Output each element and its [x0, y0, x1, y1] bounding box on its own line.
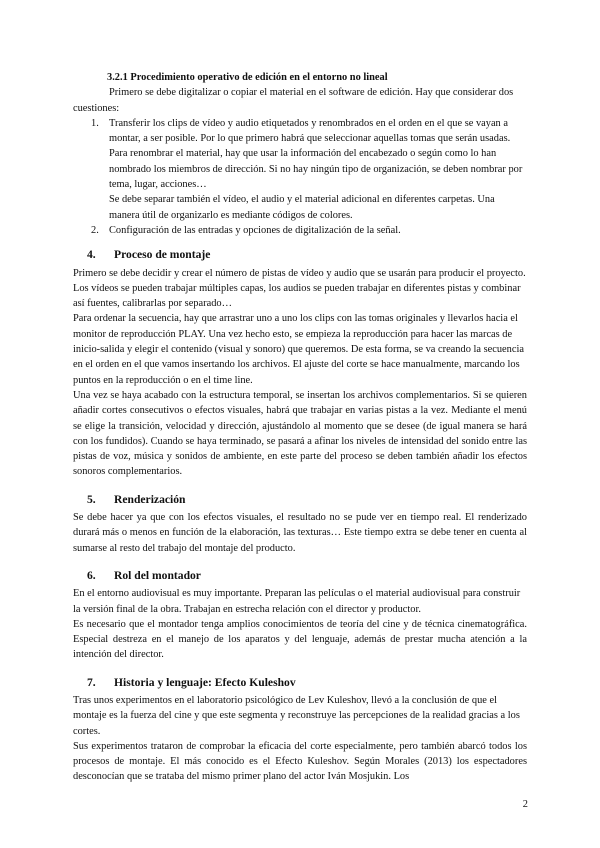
list-item-text: Transferir los clips de vídeo y audio etiquetados y renombrados en el orden en el que se vayan a montar, a ser posible. Por lo que primero habrá que seleccionar aquellas tomas que serán usadas. Para renombrar el material, hay que usar la información del encabezado o según como lo han nombrado los miembros de dirección. Si no hay ningún tipo de organización, se deben nombrar por tema, lugar, acciones… — [109, 117, 523, 191]
paragraph: Primero se debe decidir y crear el número de pistas de vídeo y audio que se usarán para producir el proyecto. Los vídeos se pueden trabajar múltiples capas, los audios se pueden trabajar en diferentes pistas y combinar así fuentes, calibrarlas por separado… — [73, 267, 526, 310]
section-title: Rol del montador — [114, 568, 201, 582]
paragraph: Sus experimentos trataron de comprobar la eficacia del corte especialmente, pero también abarcó todos los procesos de montaje. El más conocido es el Efecto Kuleshov. Según Morales (2013) los espectadores desconocían que se trataba del mismo primer plano del actor Iván Mosjukin. Los — [73, 740, 527, 783]
paragraph: Tras unos experimentos en el laboratorio psicológico de Lev Kuleshov, llevó a la conclusión de que el montaje es la fuerza del cine y que este segmenta y reconstruye las percepciones de la realidad gracias a los cortes. — [73, 694, 520, 737]
section-heading-efecto-kuleshov — [73, 675, 527, 690]
subsection-title: 3.2.1 Procedimiento operativo de edición en el entorno no lineal — [107, 72, 388, 83]
list-item-number: 2. — [91, 224, 99, 236]
section-number: 4. — [87, 248, 96, 262]
numbered-list — [73, 116, 527, 238]
section-number: 7. — [87, 675, 96, 689]
page-number: 2 — [522, 799, 528, 810]
paragraph: Para ordenar la secuencia, hay que arrastrar uno a uno los clips con las tomas originales y llevarlos hacia el monitor de reproducción PLAY. Una vez hecho esto, se empieza la reproducción para hacer las marcas de inicio-salida y elegir el contenido (visual y sonoro) que queremos. De esta forma, se va creando la secuencia en el orden en el que vamos insertando los archivos. El ajuste del corte se hace manualmente, marcando los puntos en la reproducción o en el time line. — [73, 313, 524, 386]
paragraph: Una vez se haya acabado con la estructura temporal, se insertan los archivos complementarios. Si se quieren añadir cortes consecutivos o efectos visuales, habrá que trabajar en varias pistas a la vez. Mediante el menú se elige la transición, velocidad y dirección, ajustándolo al momento que se desee (de igual manera se hará con los fundidos). Cuando se haya terminado, se pasará a afinar los niveles de intensidad del sonido entre las pistas de voz, música y sonidos de ambiente, en este parte del proceso se deben también añadir los efectos sonoros complementarios. — [73, 389, 527, 478]
paragraph: Se debe hacer ya que con los efectos visuales, el resultado no se pude ver en tiempo real. El renderizado durará más o menos en función de la elaboración, las texturas… Este tiempo extra se debe tener en cuenta al sumarse al resto del trabajo del montaje del producto. — [73, 512, 527, 554]
section-title: Proceso de montaje — [114, 248, 211, 262]
list-item-number: 1. — [91, 117, 99, 129]
section-title: Historia y lenguaje: Efecto Kuleshov — [114, 675, 296, 689]
section-number: 5. — [87, 492, 96, 506]
list-item-text: Configuración de las entradas y opciones de digitalización de la señal. — [109, 224, 401, 236]
section-heading-proceso-de-montaje — [73, 247, 527, 262]
document-page — [73, 70, 527, 785]
subsection-intro: Primero se debe digitalizar o copiar el material en el software de edición. Hay que considerar dos cuestiones: — [73, 87, 514, 114]
list-item-extra: Se debe separar también el vídeo, el audio y el material adicional en diferentes carpetas. Una manera útil de organizarlo es mediante códigos de colores. — [109, 194, 495, 221]
section-title: Renderización — [114, 492, 186, 506]
paragraph: Es necesario que el montador tenga amplios conocimientos de teoría del cine y de técnica cinematográfica. Especial destreza en el manejo de los aparatos y del lenguaje, además de prestar mucha atención a la intención del director. — [73, 618, 527, 661]
section-heading-rol-del-montador — [73, 568, 527, 583]
paragraph: En el entorno audiovisual es muy importante. Preparan las películas o el material audiovisual para construir la versión final de la obra. Trabajan en estrecha relación con el director y productor. — [73, 588, 521, 615]
list-item — [73, 116, 527, 223]
section-number: 6. — [87, 568, 96, 582]
list-item — [73, 223, 527, 238]
section-heading-renderizacion — [73, 492, 527, 507]
